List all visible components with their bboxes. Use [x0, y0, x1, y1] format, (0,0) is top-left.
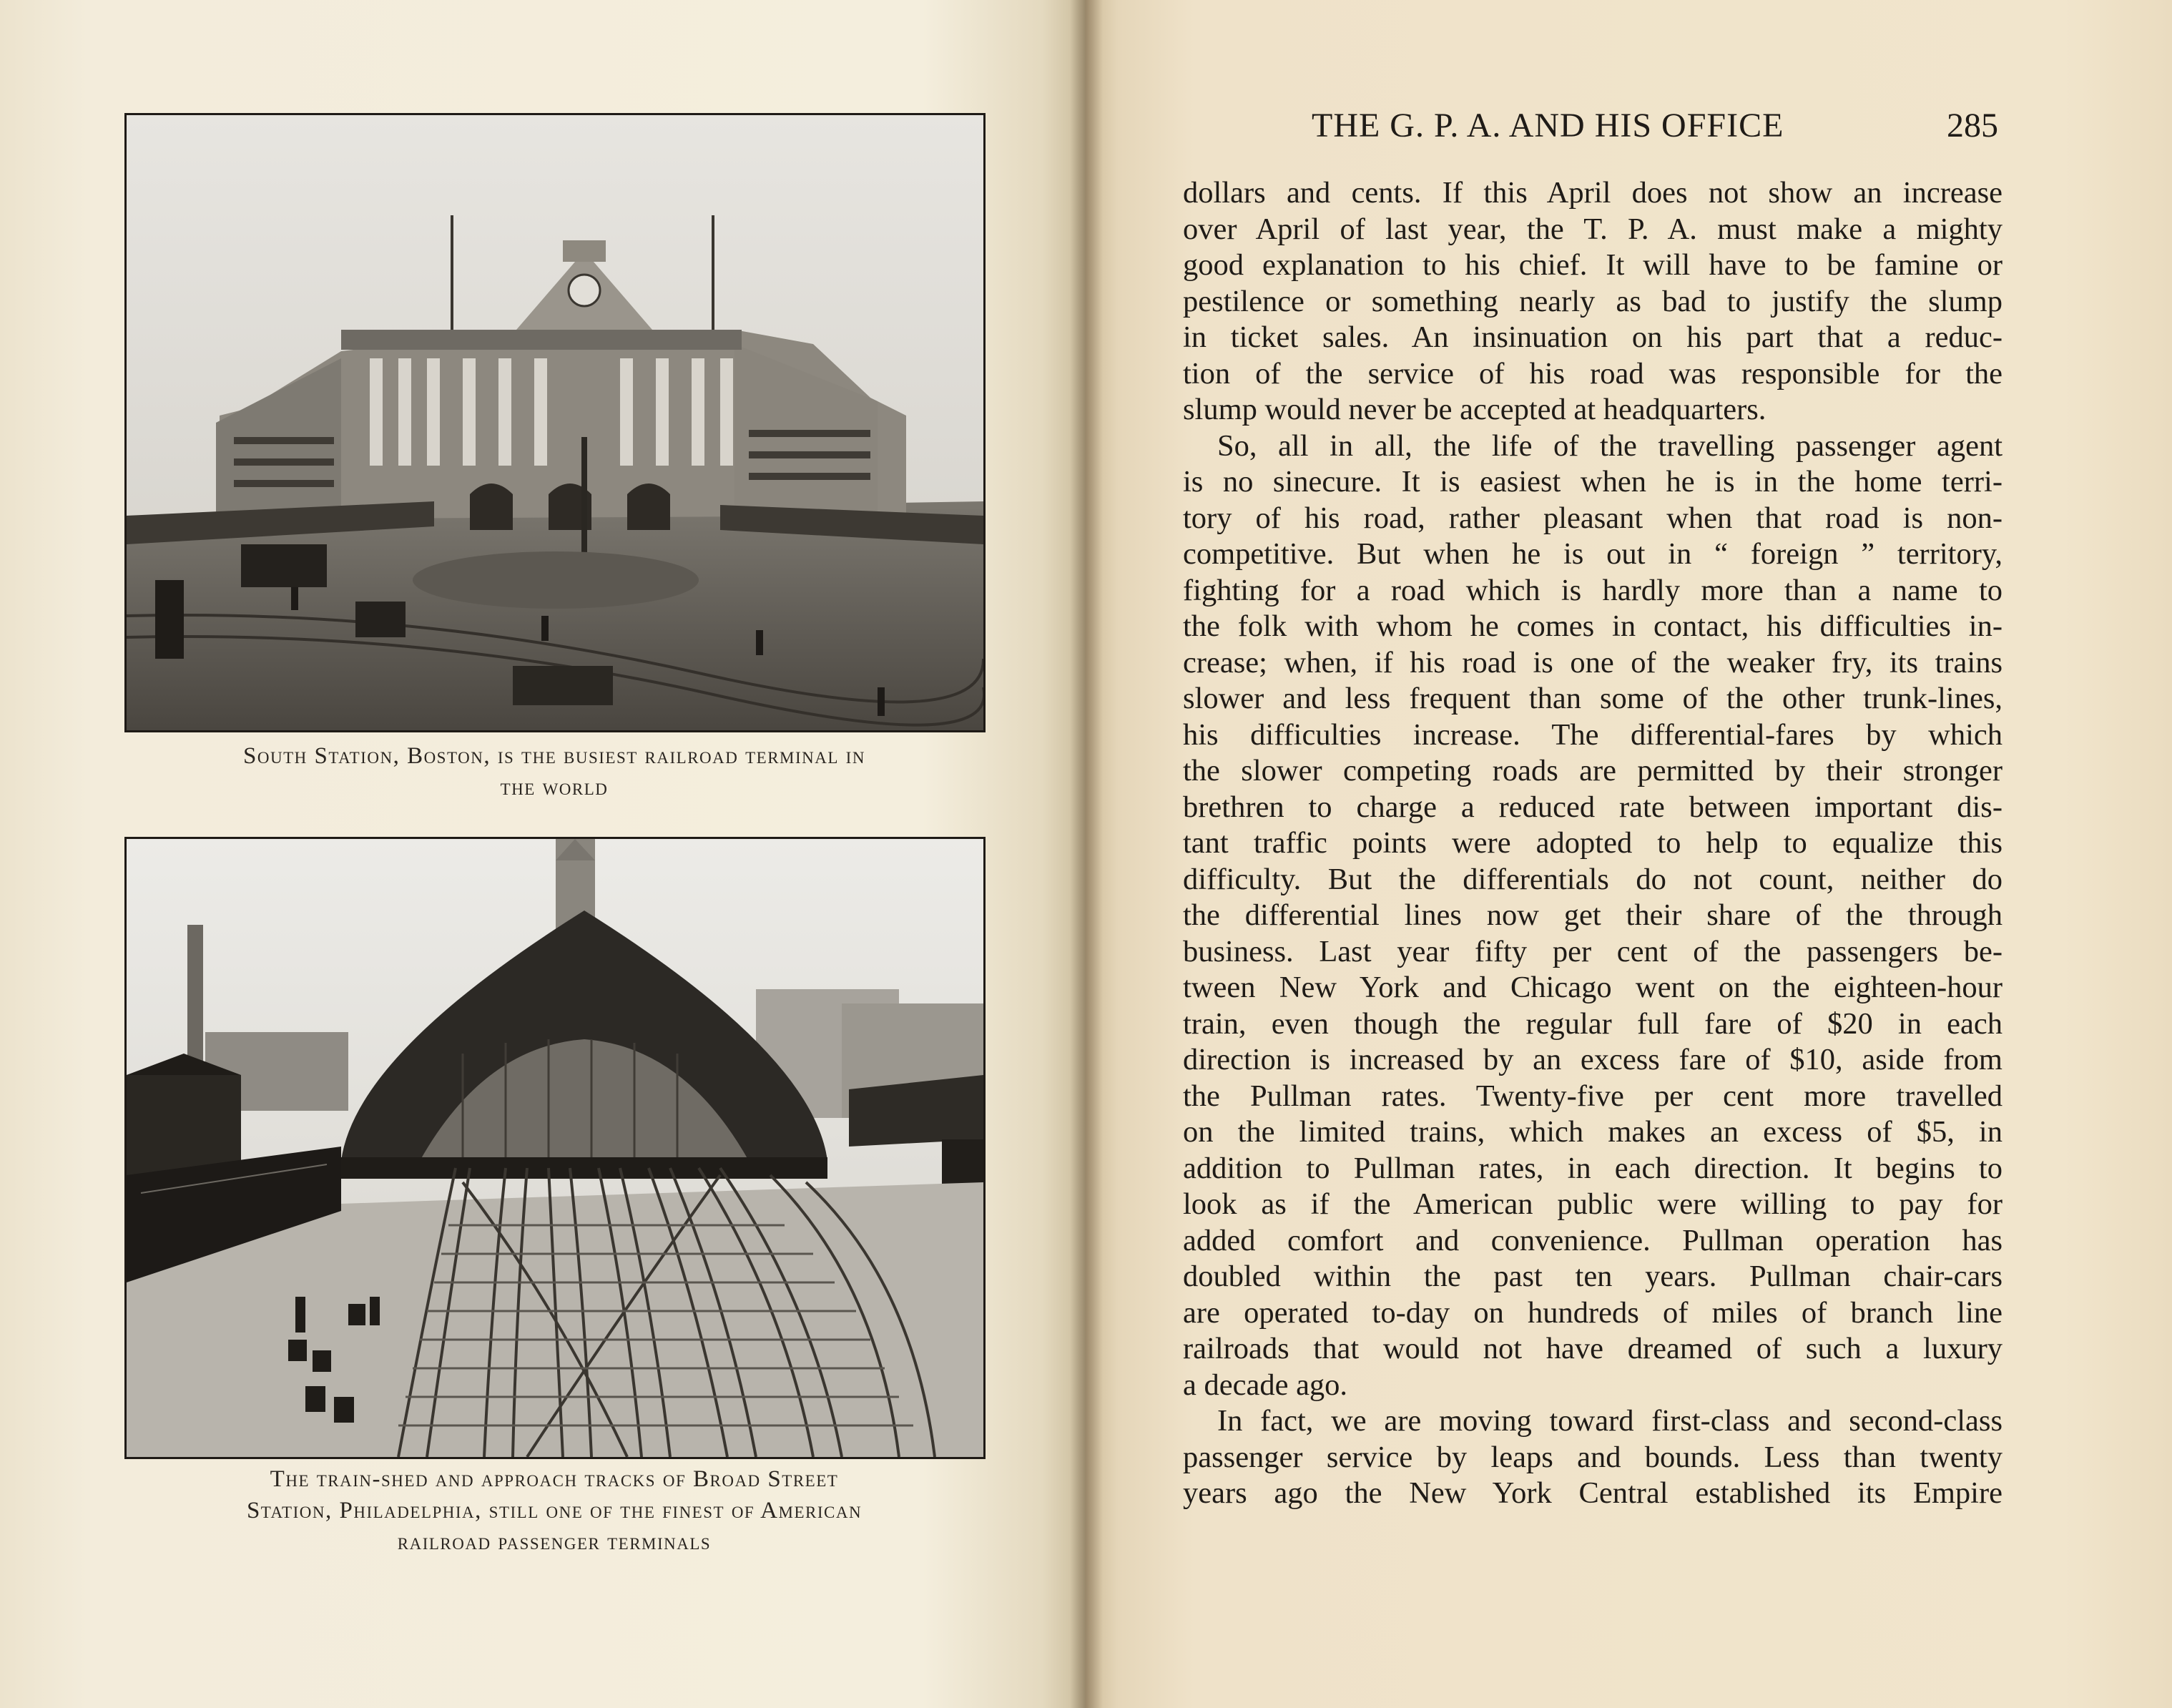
text-line: his difficulties increase. The differential-fares by which — [1183, 717, 2003, 752]
text-line: fighting for a road which is hardly more than a name to — [1183, 573, 2003, 607]
text-line: dollars and cents. If this April does not show an increase — [1183, 176, 2003, 210]
text-line: So, all in all, the life of the travelling passenger agent — [1217, 428, 2003, 463]
caption-line: The train-shed and approach tracks of Broad Street — [270, 1466, 839, 1492]
text-line: pestilence or something nearly as bad to justify the slump — [1183, 284, 2003, 318]
text-line: competitive. But when he is out in “ foreign ” territory, — [1183, 537, 2003, 571]
text-line: good explanation to his chief. It will have to be famine or — [1183, 248, 2003, 282]
broad-street-caption — [122, 1463, 987, 1558]
page-number: 285 — [1947, 107, 1998, 144]
text-line: doubled within the past ten years. Pullman chair-cars — [1183, 1260, 2003, 1293]
text-line: the slower competing roads are permitted by their stronger — [1183, 754, 2003, 787]
text-line: the folk with whom he comes in contact, his difficulties in- — [1183, 609, 2003, 643]
text-line: train, even though the regular full fare of $20 in each — [1183, 1006, 2003, 1041]
text-line: years ago the New York Central established its Empire — [1183, 1476, 2003, 1510]
text-line: brethren to charge a reduced rate between important dis- — [1183, 790, 2003, 824]
text-line: tory of his road, rather pleasant when that road is non- — [1183, 501, 2003, 535]
text-line: on the limited trains, which makes an excess of $5, in — [1183, 1115, 2003, 1149]
south-station-photo — [124, 113, 986, 732]
text-line: tween New York and Chicago went on the eighteen-hour — [1183, 971, 2003, 1004]
text-line: a decade ago. — [1183, 1368, 1348, 1402]
caption-line: South Station, Boston, is the busiest railroad terminal in — [243, 743, 865, 769]
south-station-caption — [122, 740, 987, 803]
running-head: THE G. P. A. AND HIS OFFICE — [1312, 107, 1784, 144]
text-line: in ticket sales. An insinuation on his part that a reduc- — [1183, 320, 2003, 354]
text-line: difficulty. But the differentials do not count, neither do — [1183, 862, 2003, 896]
body-text — [1183, 175, 2003, 1512]
caption-line: Station, Philadelphia, still one of the finest of American — [246, 1498, 863, 1523]
broad-street-station-photo — [124, 837, 986, 1459]
text-line: over April of last year, the T. P. A. must make a mighty — [1183, 212, 2003, 246]
text-line: is no sinecure. It is easiest when he is in the home terri- — [1183, 465, 2003, 499]
text-line: In fact, we are moving toward first-class and second-class — [1217, 1404, 2003, 1438]
text-line: added comfort and convenience. Pullman operation has — [1183, 1223, 2003, 1257]
caption-line: the world — [500, 775, 609, 800]
text-line: addition to Pullman rates, in each direction. It begins to — [1183, 1151, 2003, 1185]
text-line: slower and less frequent than some of the other trunk-lines, — [1183, 682, 2003, 715]
text-line: the Pullman rates. Twenty-five per cent more travelled — [1183, 1079, 2003, 1113]
text-line: tion of the service of his road was responsible for the — [1183, 356, 2003, 391]
text-line: passenger service by leaps and bounds. Less than twenty — [1183, 1440, 2003, 1474]
text-line: direction is increased by an excess fare of $10, aside from — [1183, 1043, 2003, 1076]
text-line: crease; when, if his road is one of the weaker fry, its trains — [1183, 645, 2003, 679]
text-line: the differential lines now get their share of the through — [1183, 898, 2003, 932]
book-gutter — [1070, 0, 1103, 1708]
text-line: tant traffic points were adopted to help to equalize this — [1183, 826, 2003, 860]
text-line: business. Last year fifty per cent of the passengers be- — [1183, 934, 2003, 968]
text-line: are operated to-day on hundreds of miles of branch line — [1183, 1295, 2003, 1330]
caption-line: railroad passenger terminals — [397, 1529, 712, 1555]
text-line: slump would never be accepted at headquarters. — [1183, 393, 1766, 426]
text-line: railroads that would not have dreamed of such a luxury — [1183, 1332, 2003, 1365]
text-line: look as if the American public were willing to pay for — [1183, 1187, 2003, 1221]
